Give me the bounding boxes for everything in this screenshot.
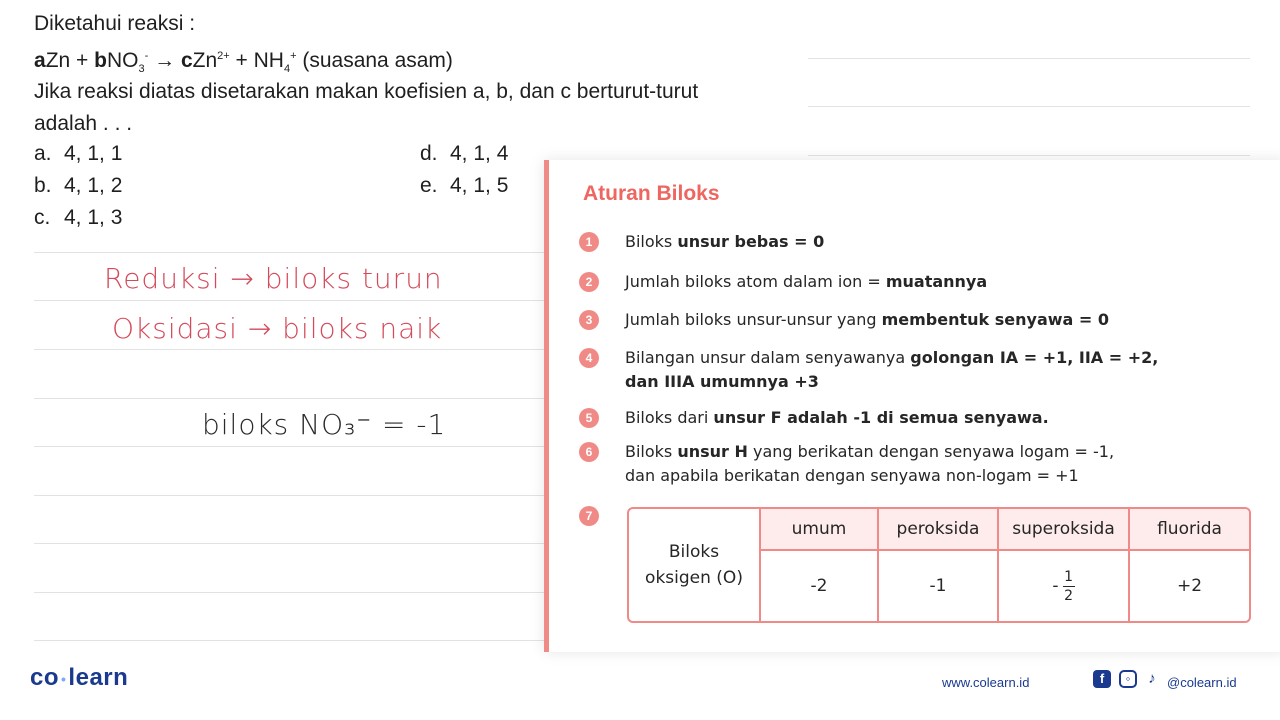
ruled-line	[808, 155, 1250, 156]
rule-number-badge: 3	[579, 310, 599, 330]
table-cell-superoksida: - $\frac{1}{2}$	[1052, 568, 1074, 604]
rule-number-badge: 6	[579, 442, 599, 462]
table-header-fluorida: fluorida	[1130, 509, 1249, 549]
reaction-equation: aZn + $bNO_3^- \to cZn^{2+} + NH_4^+$ (suasana asam)	[34, 49, 453, 76]
table-row-label: Biloks oksigen (O)	[645, 542, 743, 588]
ruled-line	[34, 252, 544, 253]
colearn-logo: co •learn	[30, 664, 129, 691]
rule-number-badge: 2	[579, 272, 599, 292]
table-cell-umum: -2	[810, 576, 828, 596]
table-header-umum: umum	[761, 509, 877, 549]
rule-number-badge: 4	[579, 348, 599, 368]
ruled-line	[34, 592, 544, 593]
note-oksidasi: Oksidasi → biloks naik	[112, 312, 443, 345]
social-handle[interactable]: @colearn.id	[1167, 675, 1237, 690]
panel-title: Aturan Biloks	[583, 182, 720, 205]
option-b[interactable]: b. 4, 1, 2	[34, 174, 123, 197]
table-header-peroksida: peroksida	[879, 509, 997, 549]
option-c[interactable]: c. 4, 1, 3	[34, 206, 123, 229]
facebook-icon[interactable]: f	[1093, 670, 1111, 688]
ruled-line	[34, 543, 544, 544]
table-cell-peroksida: -1	[929, 576, 947, 596]
ruled-line	[808, 106, 1250, 107]
option-d[interactable]: d. 4, 1, 4	[420, 142, 509, 165]
note-reduksi: Reduksi → biloks turun	[104, 262, 443, 295]
rule-number-badge: 7	[579, 506, 599, 526]
ruled-line	[34, 398, 544, 399]
rule-number-badge: 1	[579, 232, 599, 252]
question-text-line1: Jika reaksi diatas disetarakan makan koefisien a, b, dan c berturut-turut	[34, 80, 699, 103]
note-biloks-no3: biloks NO₃⁻ = -1	[202, 408, 447, 441]
question-intro: Diketahui reaksi :	[34, 12, 196, 35]
ruled-line	[34, 495, 544, 496]
ruled-line	[34, 349, 544, 350]
option-e[interactable]: e. 4, 1, 5	[420, 174, 509, 197]
table-cell-fluorida: +2	[1176, 576, 1203, 596]
ruled-line	[34, 300, 544, 301]
oxygen-biloks-table	[627, 507, 1251, 623]
website-link[interactable]: www.colearn.id	[942, 675, 1030, 690]
ruled-line	[808, 58, 1250, 59]
option-a[interactable]: a. 4, 1, 1	[34, 142, 123, 165]
question-text-line2: adalah . . .	[34, 112, 133, 135]
ruled-line	[34, 640, 544, 641]
rule-number-badge: 5	[579, 408, 599, 428]
tiktok-icon[interactable]: ♪	[1148, 670, 1156, 687]
aturan-biloks-panel: Aturan Biloks 1 Biloks unsur bebas = 0 2 Jumlah biloks atom dalam ion = muatannya 3 Jumlah biloks unsur-unsur yang membentuk senyawa = 0 4 Bilangan unsur dalam senyawanya golongan IA = +1, IIA = +2, dan IIIA umumnya +3 5 Biloks dari unsur F adalah -1 di semua senyawa. 6 Biloks unsur H yang berikatan dengan senyawa logam = -1, dan apabila berikatan dengan senyawa non-logam = +1 7 Biloks oksigen (O) umum peroksida superoksida fluorida -2 -1 - $\frac{1}{2}$ +2	[544, 160, 1280, 652]
table-header-superoksida: superoksida	[999, 509, 1128, 549]
instagram-icon[interactable]: ◦	[1119, 670, 1137, 688]
fraction: $\frac{1}{2}$	[1064, 568, 1074, 604]
ruled-line	[34, 446, 544, 447]
